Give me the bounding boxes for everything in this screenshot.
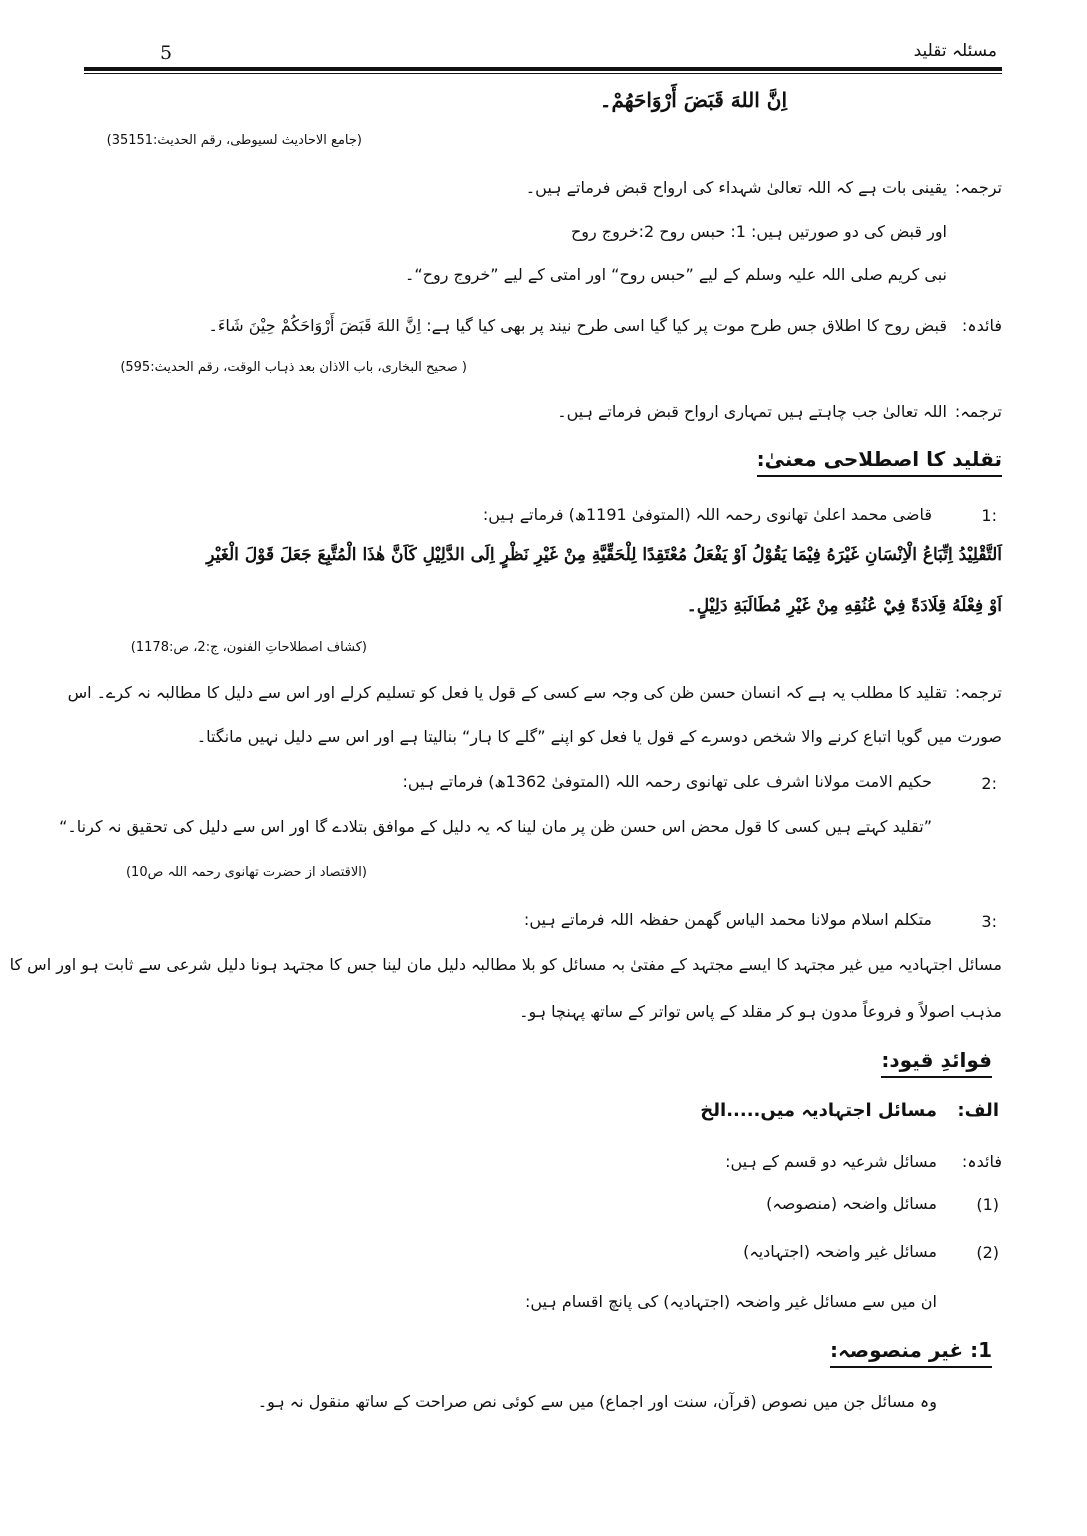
quote-intro-3: متکلم اسلام مولانا محمد الیاس گھمن حفظہ اللہ فرماتے ہیں: — [523, 910, 932, 929]
tarjuma-label-3: ترجمہ: — [954, 683, 1002, 702]
alif-label: الف: — [957, 1100, 999, 1121]
header-rule — [84, 67, 1002, 74]
quote-text-3-line-1: مسائل اجتہادیہ میں غیر مجتہد کا ایسے مجتہد کے مفتیٰ بہ مسائل کو بلا مطالبہ دلیل مان لینا جس کا مجتہد ہونا دلیل شرعی سے ثابت ہو اور اس کا — [9, 955, 1002, 974]
tarjuma-label-2: ترجمہ: — [954, 402, 1002, 421]
translation-1: یقینی بات ہے کہ اللہ تعالیٰ شہداء کی ارواح قبض فرماتے ہیں۔ — [525, 178, 947, 197]
quote-intro-1: قاضی محمد اعلیٰ تھانوی رحمہ اللہ (المتوفیٰ 1191ھ) فرماتے ہیں: — [482, 505, 932, 524]
arabic-definition-line-1: اَلتَّقْلِيْدُ اِتِّبَاعُ الْاِنْسَانِ غَيْرَهُ فِيْمَا يَقُوْلُ اَوْ يَفْعَلُ مُعْتَقِدًا لِلْحَقِّيَّةِ مِنْ غَيْرِ نَظْرٍ اِلَى الدَّلِيْلِ كَاَنَّ هٰذَا الْمُتَّبِعَ جَعَلَ قَوْلَ الْغَيْرِ — [206, 545, 1002, 565]
reference-4: (الاقتصاد از حضرت تھانوی رحمہ اللہ ص10) — [125, 865, 367, 880]
quote-intro-2: حکیم الامت مولانا اشرف علی تھانوی رحمہ اللہ (المتوفیٰ 1362ھ) فرماتے ہیں: — [402, 772, 932, 791]
nabi-line: نبی کریم صلی اللہ علیہ وسلم کے لیے ”حبس روح“ اور امتی کے لیے ”خروج روح“۔ — [405, 265, 947, 284]
list-item-2: مسائل غیر واضحہ (اجتہادیہ) — [743, 1242, 937, 1261]
translation-2: اللہ تعالیٰ جب چاہتے ہیں تمہاری ارواح قبض فرماتے ہیں۔ — [557, 402, 947, 421]
heading-fawaid-quyood: فوائدِ قیود: — [881, 1048, 992, 1078]
arabic-definition-line-2: اَوْ فِعْلَهُ قِلَادَةً فِيْ عُنُقِهِ مِنْ غَيْرِ مُطَالَبَةِ دَلِيْلٍ۔ — [686, 596, 1002, 616]
number-2: 2: — [981, 774, 997, 793]
running-header-title: مسئلہ تقلید — [913, 41, 997, 61]
reference-3: (کشاف اصطلاحاتِ الفنون، ج:2، ص:1178) — [130, 640, 367, 655]
faida-label-2: فائدہ: — [961, 1152, 1002, 1171]
tarjuma-label-1: ترجمہ: — [954, 178, 1002, 197]
definition-ghair-mansoosa: وہ مسائل جن میں نصوص (قرآن، سنت اور اجماع) میں سے کوئی نص صراحت کے ساتھ منقول نہ ہو۔ — [257, 1392, 937, 1411]
heading-istilahi-mana: تقلید کا اصطلاحی معنیٰ: — [757, 447, 1002, 477]
list-number-2: (2) — [976, 1243, 999, 1262]
qabz-types: اور قبض کی دو صورتیں ہیں: 1: حبس روح 2:خروج روح — [570, 222, 947, 241]
number-1: 1: — [981, 506, 997, 525]
faida-label-1: فائدہ: — [961, 316, 1002, 335]
quote-text-3-line-2: مذہب اصولاً و فروعاً مدون ہو کر مقلد کے پاس تواتر کے ساتھ پہنچا ہو۔ — [519, 1002, 1002, 1021]
list-number-1: (1) — [976, 1195, 999, 1214]
translation-3-line-1: تقلید کا مطلب یہ ہے کہ انسان حسن ظن کی وجہ سے کسی کے قول یا فعل کو تسلیم کرلے اور اس سے دلیل کا مطالبہ نہ کرے۔ اس — [67, 683, 947, 702]
arabic-quote-1: اِنَّ اللهَ قَبَضَ أَرْوَاحَهُمْ۔ — [599, 88, 787, 112]
faida-text-1: قبض روح کا اطلاق جس طرح موت پر کیا گیا اسی طرح نیند پر بھی کیا گیا ہے: اِنَّ اللهَ قَبَضَ أَرْوَاحَكُمْ حِيْنَ شَاءَ۔ — [208, 316, 947, 335]
heading-ghair-mansoosa: 1: غیر منصوصہ: — [830, 1338, 992, 1368]
alif-heading: مسائل اجتہادیہ میں.....الخ — [700, 1100, 937, 1121]
aqsam-line: ان میں سے مسائل غیر واضحہ (اجتہادیہ) کی پانچ اقسام ہیں: — [524, 1292, 937, 1311]
reference-1: (جامع الاحادیث لسیوطی، رقم الحدیث:35151) — [106, 133, 362, 148]
number-3: 3: — [981, 912, 997, 931]
faida-text-2: مسائل شرعیہ دو قسم کے ہیں: — [725, 1152, 937, 1171]
list-item-1: مسائل واضحہ (منصوصہ) — [766, 1194, 937, 1213]
translation-3-line-2: صورت میں گویا اتباع کرنے والا شخص دوسرے کے قول یا فعل کو اپنے ”گلے کا ہار“ بنالیتا ہے اور اس سے دلیل نہیں مانگتا۔ — [196, 727, 1002, 746]
page-number: 5 — [160, 42, 173, 64]
quote-text-2: ”تقلید کہتے ہیں کسی کا قول محض اس حسن ظن پر مان لینا کہ یہ دلیل کے موافق بتلادے گا اور اس سے دلیل کی تحقیق نہ کرنا۔“ — [59, 817, 932, 836]
reference-2: ( صحیح البخاری، باب الاذان بعد ذہاب الوقت، رقم الحدیث:595) — [120, 360, 467, 375]
